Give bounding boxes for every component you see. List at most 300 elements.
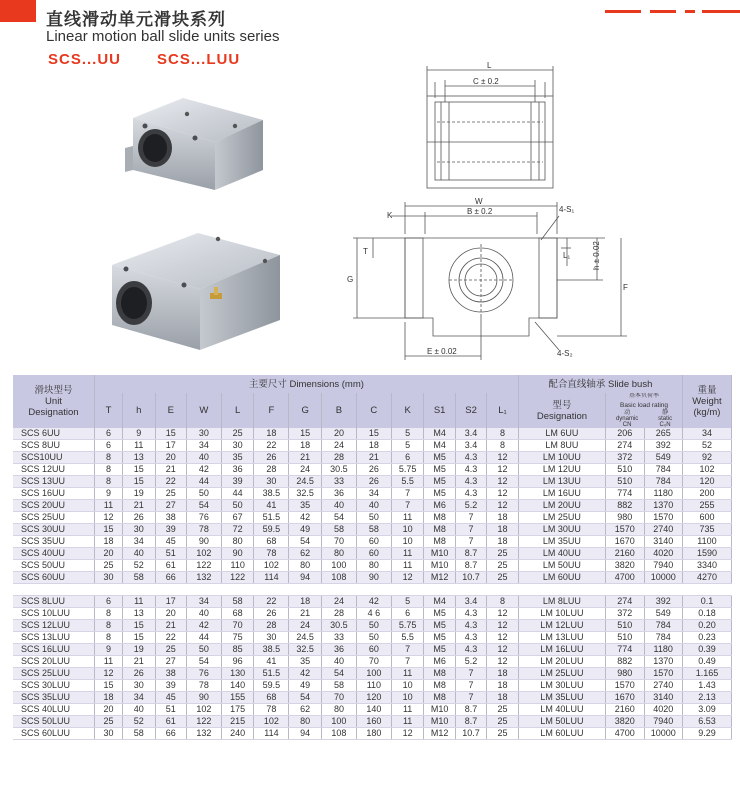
table-cell: 25	[155, 488, 186, 500]
table-cell: SCS 40LUU	[13, 704, 95, 716]
table-cell: 50	[356, 620, 391, 632]
table-cell: 18	[487, 524, 519, 536]
slide-unit-long-photo	[100, 225, 290, 355]
table-cell: 122	[186, 716, 221, 728]
top-view-drawing	[415, 58, 565, 198]
table-cell: 60	[356, 548, 391, 560]
table-cell: 372	[606, 608, 644, 620]
table-cell: 3.4	[455, 428, 486, 440]
table-cell: 18	[487, 680, 519, 692]
table-cell: 10000	[644, 728, 682, 740]
table-cell: 100	[356, 668, 391, 680]
table-cell: M5	[424, 488, 455, 500]
table-cell: 22	[254, 440, 289, 452]
table-cell: 59.5	[254, 680, 289, 692]
table-cell: 12	[487, 452, 519, 464]
dim-f: F	[623, 283, 628, 292]
table-spacer	[13, 584, 732, 596]
table-cell: LM 10UU	[518, 452, 605, 464]
table-cell: 30	[122, 680, 155, 692]
table-cell: M4	[424, 596, 455, 608]
table-cell: 5.2	[455, 656, 486, 668]
dim-s1: 4-S₁	[559, 205, 575, 214]
table-cell: 20	[95, 548, 123, 560]
table-cell: 8	[95, 464, 123, 476]
table-row	[13, 692, 732, 704]
table-cell: 8	[487, 596, 519, 608]
decor-dash	[685, 10, 695, 13]
table-cell: SCS 25UU	[13, 512, 95, 524]
table-cell: 510	[606, 620, 644, 632]
table-cell: LM 35UU	[518, 536, 605, 548]
table-cell: 6	[391, 452, 424, 464]
table-cell: 8.7	[455, 560, 486, 572]
table-cell: 78	[254, 704, 289, 716]
table-cell: 110	[221, 560, 254, 572]
table-cell: 30	[122, 524, 155, 536]
table-cell: 20	[95, 704, 123, 716]
table-cell: 25	[487, 572, 519, 584]
table-cell: LM 12UU	[518, 464, 605, 476]
table-cell: 8	[95, 632, 123, 644]
table-cell: SCS 30UU	[13, 524, 95, 536]
table-cell: 35	[221, 452, 254, 464]
table-cell: 735	[682, 524, 731, 536]
table-row	[13, 548, 732, 560]
table-cell: 10.7	[455, 572, 486, 584]
table-cell: 20	[155, 452, 186, 464]
table-cell: 9	[95, 644, 123, 656]
table-cell: M10	[424, 704, 455, 716]
table-cell: 32.5	[289, 488, 322, 500]
table-cell: 18	[289, 440, 322, 452]
table-cell: 40	[356, 500, 391, 512]
table-cell: 240	[221, 728, 254, 740]
table-cell: 42	[289, 668, 322, 680]
table-cell: 44	[186, 476, 221, 488]
table-cell: 36	[321, 644, 356, 656]
col-s2: S2	[455, 393, 486, 428]
table-cell: 52	[122, 716, 155, 728]
table-row	[13, 596, 732, 608]
table-cell: 274	[606, 440, 644, 452]
table-cell: 18	[95, 536, 123, 548]
table-cell: LM 30UU	[518, 524, 605, 536]
table-cell: 35	[289, 656, 322, 668]
table-cell: 4.3	[455, 476, 486, 488]
dim-s2: 4-S₂	[557, 349, 573, 358]
table-cell: 45	[155, 536, 186, 548]
table-cell: 58	[221, 596, 254, 608]
table-cell: 50	[356, 512, 391, 524]
table-cell: 49	[289, 680, 322, 692]
table-cell: 6	[95, 596, 123, 608]
table-cell: 6	[95, 440, 123, 452]
table-cell: 15	[122, 620, 155, 632]
table-cell: M4	[424, 428, 455, 440]
table-cell: 3.4	[455, 596, 486, 608]
table-cell: 12	[391, 572, 424, 584]
col-l: L	[221, 393, 254, 428]
col-h: h	[122, 393, 155, 428]
table-cell: 102	[254, 716, 289, 728]
table-cell: 7	[455, 524, 486, 536]
table-cell: 58	[321, 680, 356, 692]
table-cell: 34	[122, 692, 155, 704]
table-cell: 12	[487, 500, 519, 512]
table-row	[13, 572, 732, 584]
table-cell: 40	[122, 704, 155, 716]
table-cell: 10	[391, 536, 424, 548]
table-cell: LM 16UU	[518, 488, 605, 500]
dim-e: E ± 0.02	[427, 347, 457, 356]
table-cell: 2.13	[682, 692, 731, 704]
decor-dash	[702, 10, 740, 13]
table-cell: 11	[391, 548, 424, 560]
col-w: W	[186, 393, 221, 428]
table-cell: 92	[682, 452, 731, 464]
table-cell: M8	[424, 512, 455, 524]
table-cell: 2740	[644, 524, 682, 536]
table-cell: 25	[155, 644, 186, 656]
table-cell: 18	[487, 692, 519, 704]
table-cell: 25	[95, 560, 123, 572]
model-uu: SCS...UU	[48, 51, 122, 68]
table-cell: 25	[487, 704, 519, 716]
table-cell: 39	[155, 680, 186, 692]
table-cell: 21	[289, 452, 322, 464]
dim-w: W	[475, 198, 483, 206]
table-cell: 51.5	[254, 668, 289, 680]
table-cell: 10000	[644, 572, 682, 584]
table-cell: SCS 8LUU	[13, 596, 95, 608]
table-cell: 20	[321, 428, 356, 440]
table-cell: 68	[254, 536, 289, 548]
table-cell: 42	[186, 464, 221, 476]
table-cell: 38.5	[254, 488, 289, 500]
table-cell: 102	[682, 464, 731, 476]
table-cell: 24.5	[289, 632, 322, 644]
table-cell: 7	[455, 512, 486, 524]
table-row	[13, 620, 732, 632]
table-cell: 80	[221, 536, 254, 548]
table-cell: 67	[221, 512, 254, 524]
table-cell: 28	[254, 620, 289, 632]
table-cell: 26	[122, 668, 155, 680]
table-cell: 1670	[606, 536, 644, 548]
table-cell: 19	[122, 644, 155, 656]
table-cell: 132	[186, 728, 221, 740]
table-cell: 30	[95, 572, 123, 584]
table-row	[13, 440, 732, 452]
table-cell: 110	[356, 680, 391, 692]
table-cell: 12	[487, 656, 519, 668]
table-cell: 6	[391, 608, 424, 620]
table-cell: 392	[644, 596, 682, 608]
table-cell: 0.18	[682, 608, 731, 620]
table-cell: 54	[321, 512, 356, 524]
table-cell: M10	[424, 716, 455, 728]
table-cell: M5	[424, 452, 455, 464]
table-cell: 70	[221, 620, 254, 632]
col-load-rating: 基本负荷率 Basic load rating 动 dynamic CN 静 static C₀N	[606, 393, 683, 428]
table-cell: 9	[95, 488, 123, 500]
table-cell: 44	[221, 488, 254, 500]
table-cell: 30.5	[321, 464, 356, 476]
table-cell: 24.5	[289, 476, 322, 488]
table-cell: 18	[289, 596, 322, 608]
table-cell: LM 35LUU	[518, 692, 605, 704]
table-cell: SCS 20UU	[13, 500, 95, 512]
table-cell: 1670	[606, 692, 644, 704]
table-cell: 1570	[644, 668, 682, 680]
table-cell: 11	[95, 656, 123, 668]
table-cell: 7	[391, 644, 424, 656]
table-cell: 5.5	[391, 476, 424, 488]
col-slide-bush: 配合直线轴承 Slide bush	[518, 375, 682, 393]
table-cell: M5	[424, 644, 455, 656]
table-row	[13, 464, 732, 476]
table-cell: 61	[155, 560, 186, 572]
table-cell: 140	[221, 680, 254, 692]
table-cell: 21	[122, 656, 155, 668]
table-cell: 70	[321, 536, 356, 548]
table-cell: 102	[254, 560, 289, 572]
table-cell: 70	[356, 656, 391, 668]
table-cell: 180	[356, 728, 391, 740]
table-cell: LM 8UU	[518, 440, 605, 452]
table-cell: 34	[122, 536, 155, 548]
table-cell: M5	[424, 632, 455, 644]
table-cell: 90	[221, 548, 254, 560]
table-cell: M5	[424, 608, 455, 620]
table-cell: 3140	[644, 692, 682, 704]
table-cell: 76	[186, 668, 221, 680]
table-cell: 32.5	[289, 644, 322, 656]
table-row	[13, 632, 732, 644]
table-cell: 100	[321, 560, 356, 572]
table-cell: 132	[186, 572, 221, 584]
table-cell: 40	[186, 452, 221, 464]
table-cell: 35	[289, 500, 322, 512]
table-cell: 34	[186, 440, 221, 452]
table-cell: 1590	[682, 548, 731, 560]
table-cell: 15	[356, 428, 391, 440]
col-c: C	[356, 393, 391, 428]
table-cell: 18	[487, 536, 519, 548]
table-cell: LM 60LUU	[518, 728, 605, 740]
table-cell: 7	[391, 488, 424, 500]
table-cell: 20	[155, 608, 186, 620]
table-cell: 22	[155, 632, 186, 644]
table-cell: LM 40UU	[518, 548, 605, 560]
col-bush-designation: 型号 Designation	[518, 393, 605, 428]
table-cell: SCS 60UU	[13, 572, 95, 584]
col-g: G	[289, 393, 322, 428]
table-cell: 11	[391, 704, 424, 716]
table-cell: 8	[487, 440, 519, 452]
table-cell: 5.75	[391, 464, 424, 476]
table-cell: SCS 16LUU	[13, 644, 95, 656]
table-cell: 206	[606, 428, 644, 440]
table-cell: 980	[606, 512, 644, 524]
table-cell: M6	[424, 500, 455, 512]
table-cell: SCS 25LUU	[13, 668, 95, 680]
table-cell: 549	[644, 608, 682, 620]
table-cell: 4.3	[455, 632, 486, 644]
table-cell: 12	[487, 608, 519, 620]
table-cell: 30	[254, 476, 289, 488]
table-cell: 30	[186, 428, 221, 440]
table-cell: 11	[391, 560, 424, 572]
table-cell: 21	[122, 500, 155, 512]
table-cell: 15	[122, 464, 155, 476]
table-cell: 38	[155, 668, 186, 680]
table-cell: 38.5	[254, 644, 289, 656]
table-cell: SCS 12UU	[13, 464, 95, 476]
table-cell: 21	[289, 608, 322, 620]
table-row	[13, 644, 732, 656]
col-e: E	[155, 393, 186, 428]
table-cell: SCS 12LUU	[13, 620, 95, 632]
table-cell: 28	[254, 464, 289, 476]
table-cell: SCS 50UU	[13, 560, 95, 572]
table-cell: 784	[644, 620, 682, 632]
table-cell: 11	[122, 596, 155, 608]
table-cell: 0.39	[682, 644, 731, 656]
table-cell: 51	[155, 704, 186, 716]
table-cell: 25	[221, 428, 254, 440]
table-cell: 40	[321, 656, 356, 668]
table-cell: 140	[356, 704, 391, 716]
table-cell: 6.53	[682, 716, 731, 728]
table-row	[13, 476, 732, 488]
table-cell: 7	[455, 668, 486, 680]
table-cell: 21	[155, 620, 186, 632]
table-cell: 255	[682, 500, 731, 512]
table-cell: 108	[321, 728, 356, 740]
col-b: B	[321, 393, 356, 428]
table-cell: 25	[95, 716, 123, 728]
dim-b: B ± 0.2	[467, 207, 493, 216]
table-cell: 372	[606, 452, 644, 464]
model-luu: SCS...LUU	[157, 51, 241, 68]
table-cell: 7940	[644, 716, 682, 728]
table-cell: 265	[644, 428, 682, 440]
dim-t: T	[363, 247, 368, 256]
table-row	[13, 452, 732, 464]
table-cell: 774	[606, 644, 644, 656]
table-cell: 39	[221, 476, 254, 488]
table-cell: 155	[221, 692, 254, 704]
table-cell: 102	[186, 704, 221, 716]
table-cell: 28	[321, 452, 356, 464]
table-cell: 3340	[682, 560, 731, 572]
table-cell: 4 6	[356, 608, 391, 620]
col-s1: S1	[424, 393, 455, 428]
table-cell: 18	[356, 440, 391, 452]
table-cell: 26	[356, 476, 391, 488]
table-cell: SCS 16UU	[13, 488, 95, 500]
table-cell: 4.3	[455, 620, 486, 632]
table-cell: M8	[424, 668, 455, 680]
table-cell: 122	[221, 572, 254, 584]
table-cell: M8	[424, 524, 455, 536]
table-cell: 600	[682, 512, 731, 524]
table-cell: LM 40LUU	[518, 704, 605, 716]
table-cell: 114	[254, 572, 289, 584]
table-cell: SCS 6UU	[13, 428, 95, 440]
table-cell: 94	[289, 572, 322, 584]
table-cell: 90	[186, 692, 221, 704]
table-cell: 1570	[644, 512, 682, 524]
table-cell: 52	[122, 560, 155, 572]
table-cell: 26	[356, 464, 391, 476]
table-cell: 80	[321, 704, 356, 716]
table-cell: 36	[321, 488, 356, 500]
table-cell: 17	[155, 440, 186, 452]
table-cell: 54	[289, 536, 322, 548]
table-cell: SCS 60LUU	[13, 728, 95, 740]
table-cell: 7940	[644, 560, 682, 572]
decor-dash	[650, 10, 676, 13]
table-row	[13, 716, 732, 728]
table-cell: 549	[644, 452, 682, 464]
table-cell: 22	[155, 476, 186, 488]
table-cell: LM 13UU	[518, 476, 605, 488]
table-cell: 78	[186, 680, 221, 692]
table-cell: 75	[221, 632, 254, 644]
table-cell: 784	[644, 464, 682, 476]
table-cell: 3820	[606, 560, 644, 572]
table-cell: 42	[289, 512, 322, 524]
table-cell: 0.20	[682, 620, 731, 632]
table-cell: 30	[95, 728, 123, 740]
table-cell: 7	[455, 680, 486, 692]
table-cell: 90	[356, 572, 391, 584]
table-row	[13, 536, 732, 548]
table-cell: 2160	[606, 704, 644, 716]
table-cell: 19	[122, 488, 155, 500]
table-row	[13, 704, 732, 716]
table-cell: 80	[356, 560, 391, 572]
table-cell: 34	[682, 428, 731, 440]
table-cell: 160	[356, 716, 391, 728]
table-cell: LM 12LUU	[518, 620, 605, 632]
table-cell: 54	[186, 500, 221, 512]
table-cell: 8.7	[455, 704, 486, 716]
col-t: T	[95, 393, 123, 428]
table-cell: 3820	[606, 716, 644, 728]
table-cell: 15	[155, 428, 186, 440]
table-cell: 510	[606, 476, 644, 488]
table-cell: SCS 10LUU	[13, 608, 95, 620]
table-cell: 510	[606, 464, 644, 476]
table-cell: 122	[186, 560, 221, 572]
table-cell: 21	[155, 464, 186, 476]
table-cell: 1570	[606, 524, 644, 536]
table-cell: 5.75	[391, 620, 424, 632]
table-cell: 26	[254, 608, 289, 620]
table-cell: 80	[289, 560, 322, 572]
table-cell: 274	[606, 596, 644, 608]
table-row	[13, 524, 732, 536]
table-cell: 24	[289, 464, 322, 476]
table-cell: SCS 40UU	[13, 548, 95, 560]
table-cell: 392	[644, 440, 682, 452]
table-cell: 4.3	[455, 488, 486, 500]
table-cell: LM 16LUU	[518, 644, 605, 656]
